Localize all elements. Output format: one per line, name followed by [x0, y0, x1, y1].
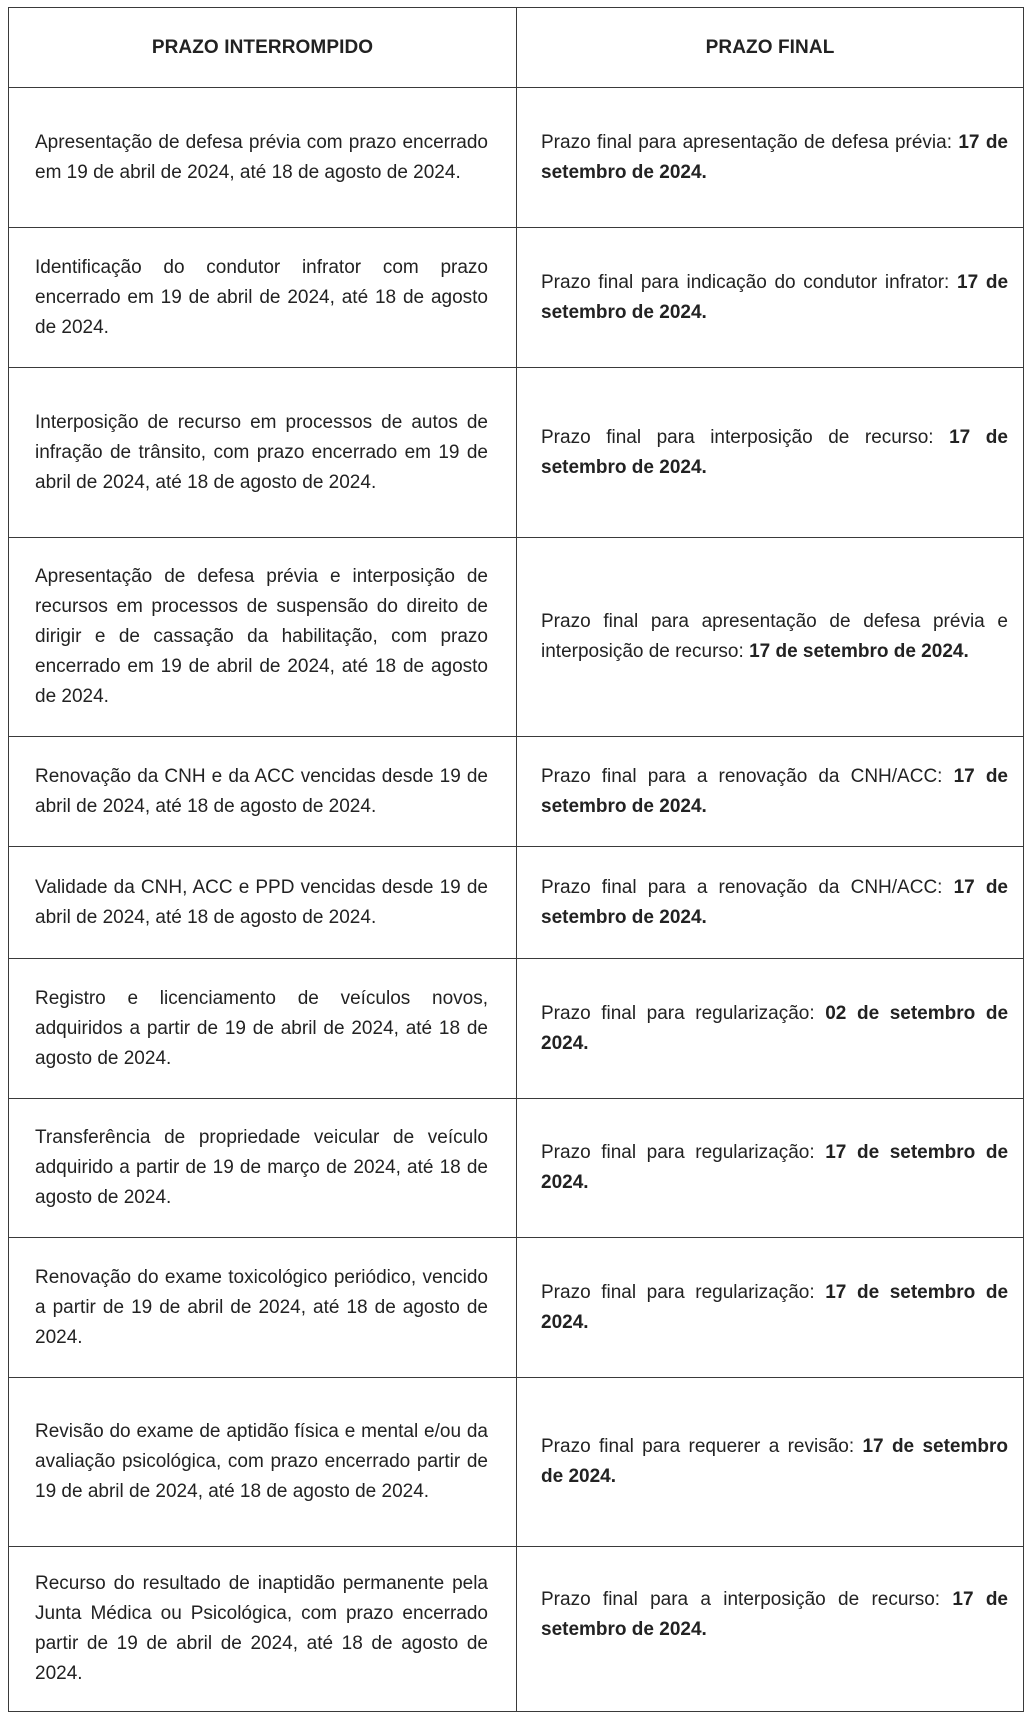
interrupted-deadline-cell: Transferência de propriedade veicular de veículo adquirido a partir de 19 de março de 2024, até 18 de agosto de 2024. [9, 1099, 517, 1238]
final-deadline-date: 17 de setembro de 2024. [541, 876, 1008, 928]
final-deadline-text: Prazo final para requerer a revisão: [541, 1436, 855, 1457]
final-deadline-cell [517, 959, 1024, 1099]
final-deadline-cell [517, 538, 1024, 737]
interrupted-deadline-cell: Validade da CNH, ACC e PPD vencidas desde 19 de abril de 2024, até 18 de agosto de 2024. [9, 847, 517, 959]
header-row [9, 8, 1024, 88]
final-deadline-text: Prazo final para indicação do condutor infrator: [541, 271, 950, 293]
final-deadline-cell [517, 1547, 1024, 1712]
interrupted-deadline-cell: Apresentação de defesa prévia e interposição de recursos em processos de suspensão do direito de dirigir e de cassação da habilitação, com prazo encerrado em 19 de abril de 2024, até 18 de agosto de 2024. [9, 538, 517, 737]
header-interrupted: PRAZO INTERROMPIDO [9, 8, 517, 88]
final-deadline-text: Prazo final para regularização: [541, 1142, 815, 1163]
final-deadline-text: Prazo final para apresentação de defesa prévia e interposição de recurso: [541, 611, 1008, 662]
table-row [9, 959, 1024, 1099]
interrupted-deadline-cell: Renovação do exame toxicológico periódico, vencido a partir de 19 de abril de 2024, até 18 de agosto de 2024. [9, 1238, 517, 1378]
table-row [9, 1547, 1024, 1712]
final-deadline-cell [517, 88, 1024, 228]
final-deadline-text: Prazo final para a interposição de recurso: [541, 1589, 941, 1610]
final-deadline-date: 17 de setembro de 2024. [541, 1142, 1009, 1193]
interrupted-deadline-cell: Apresentação de defesa prévia com prazo encerrado em 19 de abril de 2024, até 18 de agosto de 2024. [9, 88, 517, 228]
table-row [9, 368, 1024, 538]
table-row [9, 1099, 1024, 1238]
final-deadline-date: 17 de setembro de 2024. [541, 131, 1009, 183]
final-deadline-text: Prazo final para regularização: [541, 1002, 815, 1024]
final-deadline-text: Prazo final para a renovação da CNH/ACC: [541, 876, 943, 898]
final-deadline-cell [517, 1238, 1024, 1378]
final-deadline-cell [517, 847, 1024, 959]
interrupted-deadline-cell: Identificação do condutor infrator com prazo encerrado em 19 de abril de 2024, até 18 de agosto de 2024. [9, 228, 517, 368]
final-deadline-cell [517, 368, 1024, 538]
final-deadline-date: 17 de setembro de 2024. [749, 641, 969, 662]
final-deadline-cell [517, 228, 1024, 368]
table-row [9, 1238, 1024, 1378]
interrupted-deadline-cell: Renovação da CNH e da ACC vencidas desde 19 de abril de 2024, até 18 de agosto de 2024. [9, 737, 517, 847]
header-final: PRAZO FINAL [517, 8, 1024, 88]
table-row [9, 88, 1024, 228]
final-deadline-cell [517, 737, 1024, 847]
final-deadline-text: Prazo final para apresentação de defesa prévia: [541, 131, 952, 153]
final-deadline-date: 02 de setembro de 2024. [541, 1002, 1009, 1054]
deadlines-table [8, 7, 1024, 1712]
final-deadline-date: 17 de setembro de 2024. [541, 1281, 1009, 1333]
final-deadline-date: 17 de setembro de 2024. [541, 765, 1008, 817]
interrupted-deadline-cell: Recurso do resultado de inaptidão permanente pela Junta Médica ou Psicológica, com prazo encerrado partir de 19 de abril de 2024, até 18 de agosto de 2024. [9, 1547, 517, 1712]
final-deadline-date: 17 de setembro de 2024. [541, 426, 1008, 478]
table-row [9, 847, 1024, 959]
table-row [9, 1378, 1024, 1547]
interrupted-deadline-cell: Registro e licenciamento de veículos novos, adquiridos a partir de 19 de abril de 2024, até 18 de agosto de 2024. [9, 959, 517, 1099]
interrupted-deadline-cell: Interposição de recurso em processos de autos de infração de trânsito, com prazo encerrado em 19 de abril de 2024, até 18 de agosto de 2024. [9, 368, 517, 538]
final-deadline-date: 17 de setembro de 2024. [541, 271, 1009, 323]
final-deadline-cell [517, 1378, 1024, 1547]
final-deadline-date: 17 de setembro de 2024. [541, 1436, 1008, 1487]
final-deadline-text: Prazo final para interposição de recurso: [541, 426, 934, 448]
final-deadline-date: 17 de setembro de 2024. [541, 1589, 1008, 1640]
final-deadline-cell [517, 1099, 1024, 1238]
table-row [9, 538, 1024, 737]
final-deadline-text: Prazo final para regularização: [541, 1281, 815, 1303]
table-row [9, 737, 1024, 847]
final-deadline-text: Prazo final para a renovação da CNH/ACC: [541, 765, 943, 787]
interrupted-deadline-cell: Revisão do exame de aptidão física e mental e/ou da avaliação psicológica, com prazo encerrado partir de 19 de abril de 2024, até 18 de agosto de 2024. [9, 1378, 517, 1547]
table-row [9, 228, 1024, 368]
